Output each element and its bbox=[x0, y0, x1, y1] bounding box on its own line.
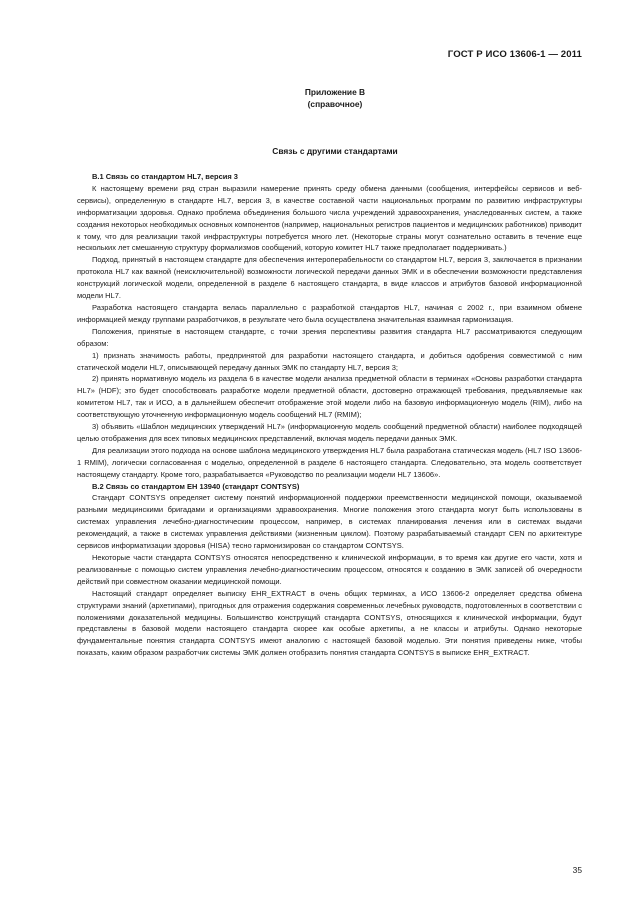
section-title: Связь с другими стандартами bbox=[272, 146, 398, 156]
appendix-heading bbox=[0, 87, 630, 110]
paragraph: Разработка настоящего стандарта велась параллельно с разработкой стандартов HL7, начиная с 2002 г., при взаимном обмене информацией между группами разработчиков, в результате чего была осуществлена значительная взаимная гармонизация. bbox=[77, 302, 582, 324]
page-number: 35 bbox=[572, 865, 582, 875]
document-body bbox=[77, 171, 582, 659]
paragraph: Стандарт CONTSYS определяет систему понятий информационной поддержки преемственности медицинской помощи, оказываемой разными медицинскими бригадами и организациями здравоохранения. Многие положения этого стандарта могут быть использованы в системах управления лечебно-диагностическим процессом, например, в системах планирования лечения или в системах выдачи рекомендаций, а также в системах управления действиями (жизненным циклом). Поэтому разрабатываемый стандарт CEN по архитектуре сервисов информатизации здоровья (HISA) тесно гармонизирован со стандартом CONTSYS. bbox=[77, 493, 582, 551]
section-b1-heading: В.1 Связь со стандартом HL7, версия 3 bbox=[92, 172, 238, 181]
appendix-title: Приложение В bbox=[304, 87, 366, 97]
paragraph: Подход, принятый в настоящем стандарте для обеспечения интероперабельности со стандартом HL7, версия 3, заключается в признании протокола HL7 как важной (неисключительной) возможности логической передачи данных ЭМК и в обеспечении возможности представления конструкций логической модели, определенной в разделе 6 настоящего стандарта, в виде классов и атрибутов базовой информационной модели HL7. bbox=[77, 255, 582, 301]
list-item: 3) объявить «Шаблон медицинских утверждений HL7» (информационную модель сообщений предметной области) наиболее подходящей целью отображения для всех типовых медицинских представлений, включая модель передачи данных ЭМК. bbox=[77, 422, 582, 443]
paragraph: Некоторые части стандарта CONTSYS относятся непосредственно к клинической информации, в то время как другие его части, хотя и реализованные с помощью систем управления лечебно-диагностическим процессом, относятся к созданию в ЭМК записей об очередности действий при совместном оказании медицинской помощи. bbox=[77, 553, 582, 586]
list-item: 1) признать значимость работы, предпринятой для разработки настоящего стандарта, и добиться одобрения совместимой с ним статической модели HL7, описывающей передачу данных ЭМК по стандарту HL7, версия 3; bbox=[77, 350, 582, 372]
standard-code: ГОСТ Р ИСО 13606-1 — 2011 bbox=[447, 49, 582, 60]
paragraph: К настоящему времени ряд стран выразили намерение принять среду обмена данными (сообщения, интерфейсы сервисов и веб-сервисы), определенную в стандарте HL7, версия 3, в качестве составной части национальных программ по развитию инфраструктуры информатизации здоровья. Однако проблема объединения большого числа учреждений здравоохранения, унаследованных систем, а также создания некоторых необходимых основных компонентов (например, национальных регистров пациентов и медицинских работников) приводит к тому, что для реализации такой инфраструктуры потребуется много лет. (Некоторые страны могут сознательно оставить в течение еще нескольких лет смешанную структуру формализмов сообщений, которую комитет HL7 также предполагает поддерживать.) bbox=[77, 183, 582, 253]
paragraph: Настоящий стандарт определяет выписку EHR_EXTRACT в очень общих терминах, а ИСО 13606-2 определяет средства обмена структурами знаний (архетипами), пригодных для отражения содержания современных лечебных руководств, подготовленных в соответствии с положениями доказательной медицины. Большинство конструкций стандарта CONTSYS, относящихся к клинической информации, будут представлены в базовой модели настоящего стандарта скорее как особые архетипы, а не классы и атрибуты. Однако некоторые фундаментальные понятия стандарта CONTSYS имеют аналогию с настоящей базовой моделью. Эти понятия приведены ниже, чтобы показать, каким образом разработчик системы ЭМК должен отобразить понятия стандарта CONTSYS в выписке EHR_EXTRACT. bbox=[77, 588, 582, 658]
section-b2-heading: В.2 Связь со стандартом ЕН 13940 (стандарт CONTSYS) bbox=[92, 481, 300, 491]
paragraph: Для реализации этого подхода на основе шаблона медицинского утверждения HL7 была разработана статическая модель (HL7 ISO 13606-1 RMIM), логически согласованная с моделью, определенной в разделе 6 настоящего стандарта. Следовательно, эта модель соответствует настоящему стандарту. Кроме того, разрабатывается «Руководство по реализации модели HL7 13606». bbox=[77, 445, 582, 479]
paragraph: Положения, принятые в настоящем стандарте, с точки зрения перспективы развития стандарта HL7 рассматриваются следующим образом: bbox=[77, 326, 582, 348]
list-item: 2) принять нормативную модель из раздела 6 в качестве модели анализа предметной области в терминах «Основы разработки стандарта HL7» (HDF); это будет способствовать разработке модели предметной области, достоверно отражающей требования, предъявляемые как комитетом HL7, так и ИСО, а в дальнейшем обеспечит отображение этой модели либо на базовую информационную модель (RIM), либо на соответствующую уточненную информационную модель сообщений HL7 (RMIM); bbox=[77, 374, 582, 420]
appendix-subtitle: (справочное) bbox=[307, 98, 363, 109]
